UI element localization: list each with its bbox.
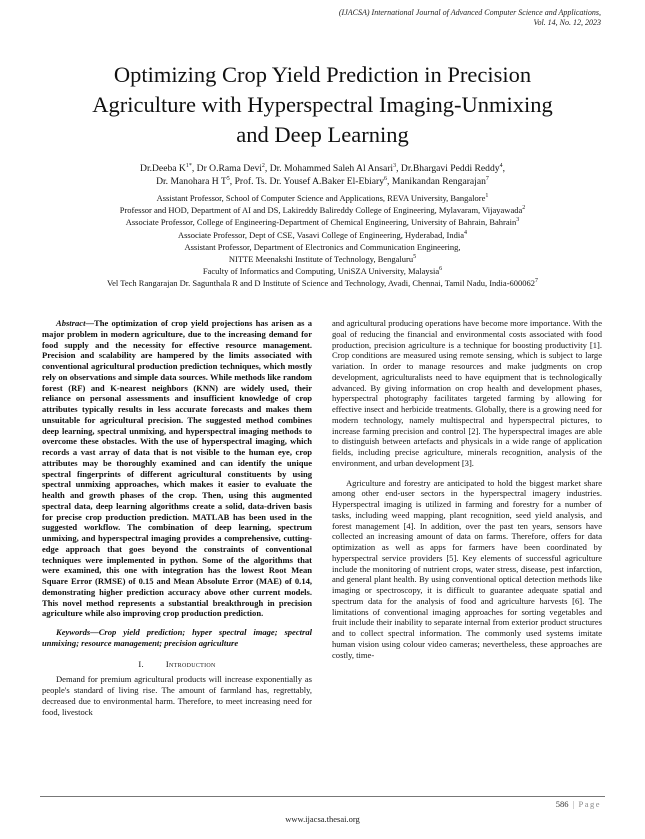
body-paragraph: and agricultural producing operations have become more importance. With the goal of reducing the financial and environmental costs associated with food production, precision agriculture is a technique for boosting productivity [1]. Crop conditions are measured using remote sensing, which is subject to large variation. In order to manage resources and make judgments on crop development, agriculturalists need to have equipment that is technologically advanced. By giving information on crop health and development phases, hyperspectral photography facilitates targeted farming by allowing for effective insect and herbicide treatments. Globally, there is a growing need for modern technology, namely multispectral and hyperspectral pictures, to increase farming precision and control [2]. The hyperspectral images are able to distinguish between artefacts and physicals in a wide range of application fields, including precise agriculture, minerals recognition, analysis of the environment, and urban development [3]. — [332, 318, 602, 468]
author-name: Dr.Deeba K — [140, 163, 186, 174]
keywords: Keywords—Crop yield prediction; hyper spectral image; spectral unmixing; resource management; precision agriculture — [42, 627, 312, 648]
author-name: , Dr. Mohammed Saleh Al Ansari — [264, 163, 394, 174]
author-sep: , — [502, 163, 505, 174]
affiliation-line — [30, 229, 615, 241]
author-sup: 7 — [485, 175, 489, 182]
author-sup: 3 — [393, 162, 397, 169]
author-name: , Dr.Bhargavi Peddi Reddy — [396, 163, 500, 174]
affiliation-sup: 5 — [413, 254, 417, 261]
affiliation-text: Associate Professor, Dept of CSE, Vasavi College of Engineering, Hyderabad, India — [177, 229, 465, 240]
page-separator: | — [572, 799, 575, 809]
left-column — [42, 318, 312, 717]
section-heading — [42, 659, 312, 670]
abstract-text: —The optimization of crop yield projections has arisen as a major problem in modern agriculture, due to the increasing demand for food supply and the necessity for effective resource management. Precision and scalability are hampered by the limits associated with conventional agricultural production prediction techniques, which mostly rely on observations and simple data sources. While methods like random forest (RF) and K-nearest neighbors (KNN) are widely used, their reliance on personal assessments and insufficient knowledge of crop attributes typically results in less accurate forecasts and makes them unsuitable for agricultural precision. The suggested method combines deep learning, spectral unmixing, and hyperspectral imaging methods to overcome these obstacles. With the use of hyperspectral imaging, which records a vast array of data that is not visible to the human eye, crop attributes may be thoroughly examined and can identify the unique spectral fingerprints of different agricultural constituents by using spectral unmixing approaches, which makes it easier to evaluate the health and growth phases of the crop. Then, using this augmented spectral data, deep learning algorithms create a solid, data-driven basis for precise crop production prediction. MATLAB has been used in the suggested workflow. The combination of deep learning, spectrum unmixing, and hyperspectral imaging provides a comprehensive, cutting-edge approach that goes beyond the constraints of conventional techniques were implemented in python. Some of the algorithms that were examined, this one with integration has the lowest Root Mean Square Error (RMSE) of 0.15 and Mean Absolute Error (MAE) of 0.14, demonstrating higher prediction accuracy above other current models. This novel method represents a substantial breakthrough in precision agriculture while also improving crop production prediction. — [42, 318, 312, 619]
affiliation-text: Assistant Professor, Department of Electronics and Communication Engineering, — [184, 241, 461, 252]
title-line3: and Deep Learning — [236, 122, 409, 147]
section-number: I. — [138, 658, 144, 669]
affiliation-line — [30, 265, 615, 277]
affiliation-text: Vel Tech Rangarajan Dr. Sagunthala R and D Institute of Science and Technology, Avadi, Chennai, Tamil Nadu, India-600062 — [106, 278, 536, 289]
page-label: Page — [578, 799, 601, 809]
journal-header — [41, 8, 601, 28]
paper-title — [40, 60, 605, 150]
affiliation-text: Faculty of Informatics and Computing, UniSZA University, Malaysia — [202, 266, 440, 277]
affiliation-line — [30, 192, 615, 204]
page-number-value: 586 — [555, 799, 569, 809]
author-sup: 6 — [384, 175, 388, 182]
affiliation-sup: 4 — [464, 229, 468, 236]
author-line2 — [30, 175, 615, 188]
page-number — [556, 799, 601, 809]
affiliation-line — [30, 253, 615, 265]
title-line2: Agriculture with Hyperspectral Imaging-Unmixing — [92, 92, 553, 117]
section-title: Introduction — [165, 658, 216, 669]
footer-divider — [40, 796, 605, 797]
author-name: , Prof. Ts. Dr. Yousef A.Baker El-Ebiary — [229, 176, 385, 187]
affiliation-text: Assistant Professor, School of Computer Science and Applications, REVA University, Bangalore — [156, 193, 486, 203]
abstract-label: Abstract — [56, 318, 86, 328]
journal-website: www.ijacsa.thesai.org — [285, 814, 360, 824]
affiliation-line — [30, 216, 615, 228]
affiliation-sup: 2 — [522, 205, 526, 212]
affiliation-text: Associate Professor, College of Engineering-Department of Chemical Engineering, University of Bahrain, Bahrain — [125, 217, 517, 228]
author-sup: 1* — [185, 162, 192, 169]
author-list — [30, 162, 615, 188]
author-line1 — [30, 162, 615, 175]
affiliation-list — [30, 192, 615, 290]
affiliation-sup: 6 — [439, 266, 443, 273]
author-sup: 2 — [261, 162, 265, 169]
body-paragraph: Agriculture and forestry are anticipated to hold the biggest market share among other end-user sectors in the hyperspectral imagery industries. Hyperspectral imaging is utilized in farming and forestry for a number of tasks, including weed mapping, plant recognition, seed yield analysis, and forest management [4]. In addition, over the past ten years, sensors have collected an increasing amount of data on farms. Therefore, offers for data optimization as well as apps for farmers have been coordinated by hyperspectral service providers [5]. Key elements of successful agriculture include the monitoring of nutrient crops, water stress, disease, pest infarction, and general plant health. By using conventional optical detection methods like imaging or spectroscopy, it is difficult to guarantee adequate spatial and spectrum data for the analysis of food and agriculture harvests [6]. The limitations of conventional imaging approaches for sorting vegetables and fruit include their inability to separate internal from exterior product structures and to collect spectral information. The commonly used systems imitate human vision using colour video cameras; nevertheless, these approaches are costly, time- — [332, 477, 602, 660]
author-sup: 4 — [499, 162, 503, 169]
affiliation-line — [30, 277, 615, 289]
affiliation-text: NITTE Meenakshi Institute of Technology, Bengaluru — [228, 254, 414, 265]
author-name: , Manikandan Rengarajan — [387, 176, 486, 187]
journal-header-line1: (IJACSA) International Journal of Advanced Computer Science and Applications, — [338, 8, 601, 17]
body-paragraph: Demand for premium agricultural products will increase exponentially as people's standard of living rise. The amount of farmland has, regrettably, decreased due to environmental harm. Therefore, to meet increasing need for food, livestock — [42, 674, 312, 717]
journal-header-line2: Vol. 14, No. 12, 2023 — [533, 18, 601, 27]
affiliation-text: Professor and HOD, Department of AI and DS, Lakireddy Balireddy College of Engineering, Mylavaram, Vijayawada — [119, 205, 523, 216]
right-column — [332, 318, 602, 660]
affiliation-sup: 7 — [535, 278, 539, 285]
affiliation-sup: 1 — [485, 193, 489, 200]
affiliation-line — [30, 204, 615, 216]
abstract — [42, 318, 312, 619]
author-name: , Dr O.Rama Devi — [191, 163, 262, 174]
affiliation-line — [30, 241, 615, 253]
affiliation-sup: 3 — [516, 217, 520, 224]
author-sup: 5 — [226, 175, 230, 182]
author-name: Dr. Manohara H T — [156, 176, 227, 187]
title-line1: Optimizing Crop Yield Prediction in Precision — [113, 62, 532, 87]
